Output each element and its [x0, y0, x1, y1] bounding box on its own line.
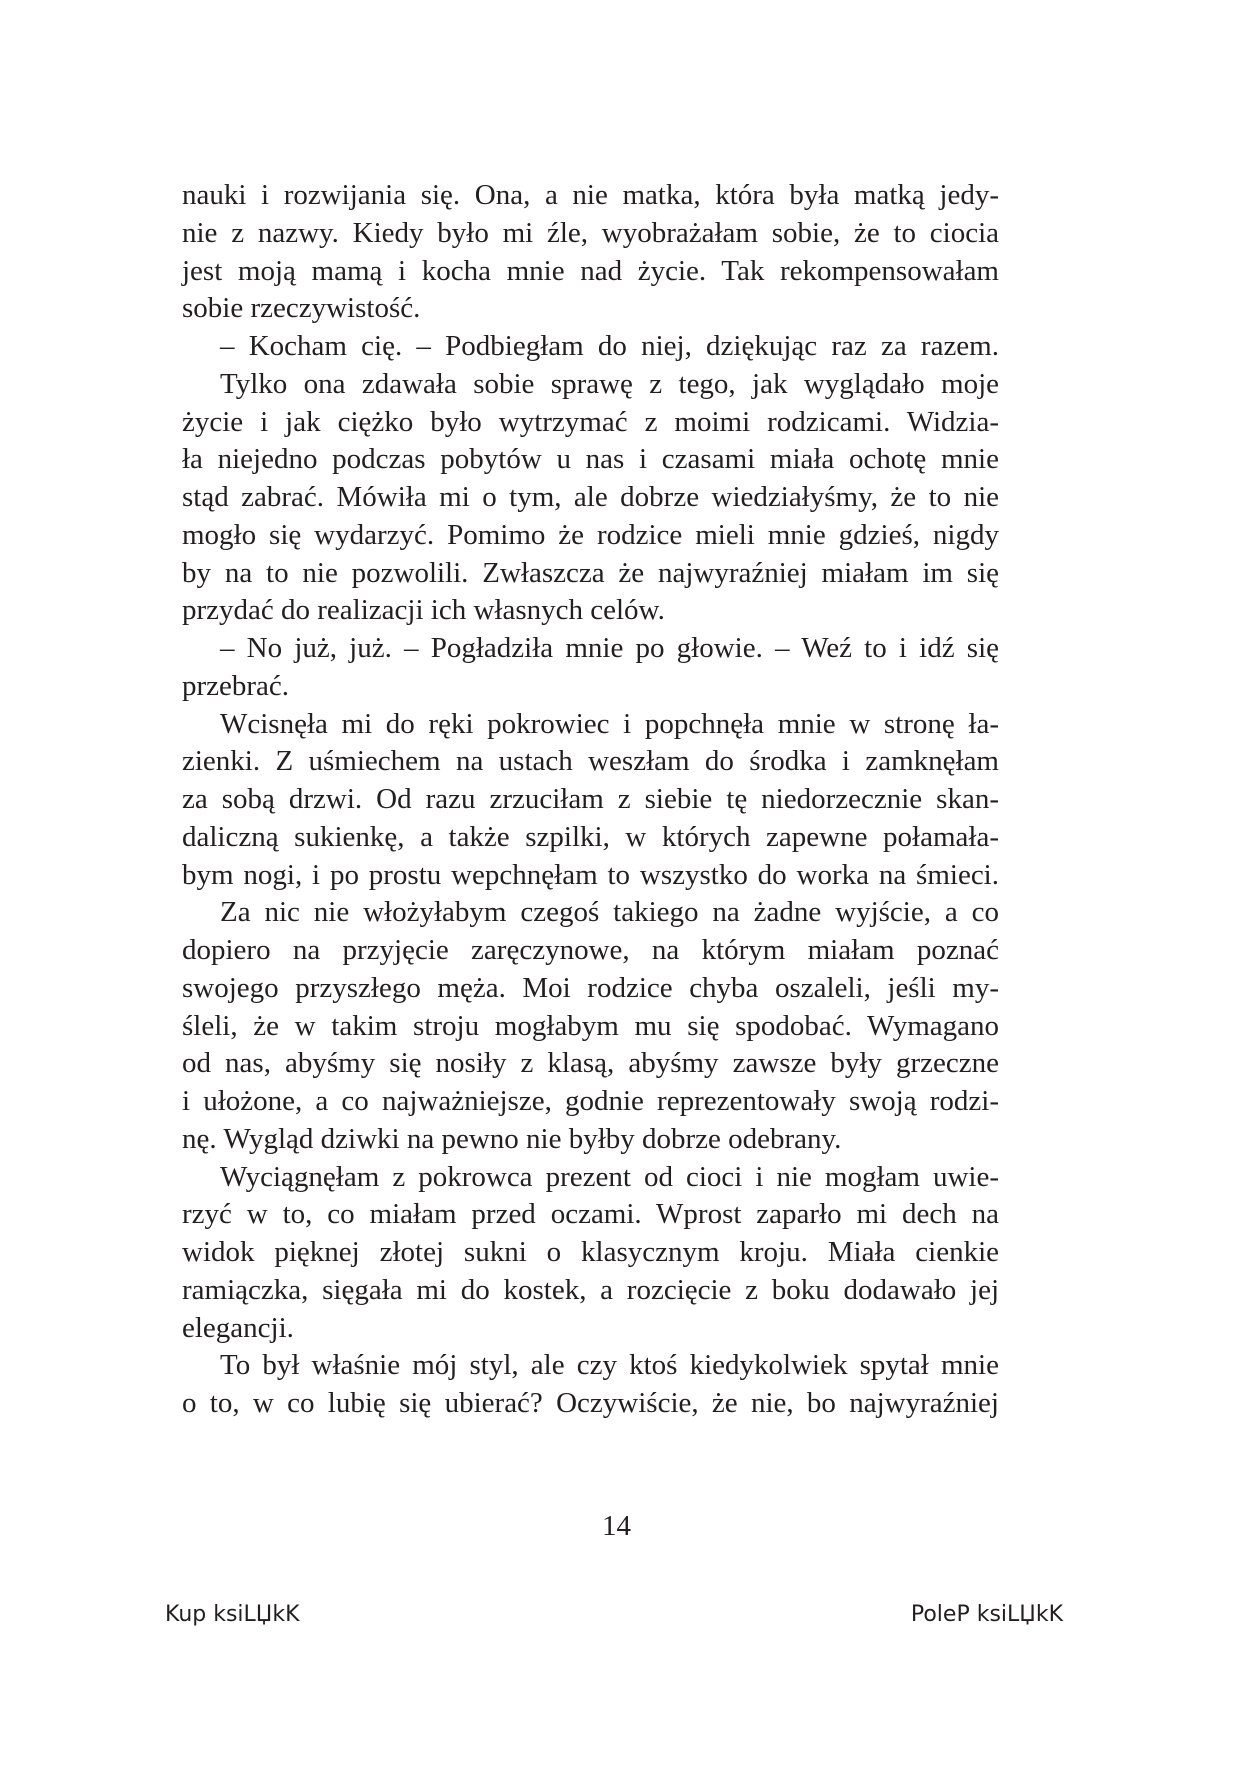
- text-line: nę. Wygląd dziwki na pewno nie byłby dobrze odebrany.: [182, 1122, 842, 1155]
- text-line: swojego przyszłego męża. Moi rodzice chyba oszaleli, jeśli my-: [182, 971, 999, 1004]
- text-line: śleli, że w takim stroju mogłabym mu się spodobać. Wymagano: [182, 1009, 999, 1042]
- text-line: i ułożone, a co najważniejsze, godnie reprezentowały swoją rodzi-: [182, 1085, 999, 1117]
- text-line: Wyciągnęłam z pokrowca prezent od cioci i nie mogłam uwie-: [220, 1160, 999, 1193]
- text-line: o to, w co lubię się ubierać? Oczywiście, że nie, bo najwyraźniej: [182, 1387, 999, 1419]
- text-line: – Kocham cię. – Podbiegłam do niej, dziękując raz za razem.: [220, 330, 999, 362]
- text-line: Wcisnęła mi do ręki pokrowiec i popchnęła mnie w stronę ła-: [220, 707, 999, 740]
- text-line: nie z nazwy. Kiedy było mi źle, wyobrażałam sobie, że to ciocia: [182, 216, 999, 249]
- footer-buy-book-link[interactable]: Kup ksiLЏkK: [165, 1602, 300, 1627]
- text-line: Za nic nie włożyłabym czegoś takiego na żadne wyjście, a co: [220, 896, 999, 929]
- text-line: – No już, już. – Pogładziła mnie po głowie. – Weź to i idź się: [220, 632, 999, 664]
- text-line: elegancji.: [182, 1311, 294, 1344]
- text-line: Tylko ona zdawała sobie sprawę z tego, jak wyglądało moje: [220, 367, 999, 400]
- text-line: dopiero na przyjęcie zaręczynowe, na którym miałam poznać: [182, 934, 999, 966]
- text-line: przydać do realizacji ich własnych celów.: [182, 594, 665, 627]
- text-line: To był właśnie mój styl, ale czy ktoś kiedykolwiek spytał mnie: [220, 1349, 999, 1382]
- text-line: przebrać.: [182, 669, 290, 702]
- text-line: sobie rzeczywistość.: [182, 292, 421, 325]
- text-line: życie i jak ciężko było wytrzymać z moimi rodzicami. Widzia-: [182, 405, 999, 438]
- text-line: bym nogi, i po prostu wepchnęłam to wszystko do worka na śmieci.: [182, 858, 999, 891]
- page-number: 14: [602, 1510, 631, 1542]
- text-line: nauki i rozwijania się. Ona, a nie matka, która była matką jedy-: [182, 179, 999, 211]
- text-line: za sobą drzwi. Od razu zrzuciłam z siebie tę niedorzecznie skan-: [182, 783, 999, 815]
- text-line: ła niejedno podczas pobytów u nas i czasami miała ochotę mnie: [182, 443, 999, 476]
- text-line: zienki. Z uśmiechem na ustach weszłam do środka i zamknęłam: [182, 745, 999, 778]
- body-text: [182, 177, 999, 1423]
- text-line: jest moją mamą i kocha mnie nad życie. Tak rekompensowałam: [182, 254, 999, 287]
- text-line: rzyć w to, co miałam przed oczami. Wprost zaparło mi dech na: [182, 1198, 999, 1231]
- text-line: mogło się wydarzyć. Pomimo że rodzice mieli mnie gdzieś, nigdy: [182, 518, 999, 551]
- text-line: od nas, abyśmy się nosiły z klasą, abyśmy zawsze były grzeczne: [182, 1047, 999, 1080]
- text-line: ramiączka, sięgała mi do kostek, a rozcięcie z boku dodawało jej: [182, 1273, 999, 1306]
- text-line: daliczną sukienkę, a także szpilki, w których zapewne połamała-: [182, 820, 999, 853]
- text-line: widok pięknej złotej sukni o klasycznym kroju. Miała cienkie: [182, 1236, 999, 1268]
- text-line: by na to nie pozwolili. Zwłaszcza że najwyraźniej miałam im się: [182, 556, 999, 589]
- text-line: stąd zabrać. Mówiła mi o tym, ale dobrze wiedziałyśmy, że to nie: [182, 481, 999, 513]
- footer-recommend-book-link[interactable]: PoleP ksiLЏkK: [910, 1602, 1063, 1627]
